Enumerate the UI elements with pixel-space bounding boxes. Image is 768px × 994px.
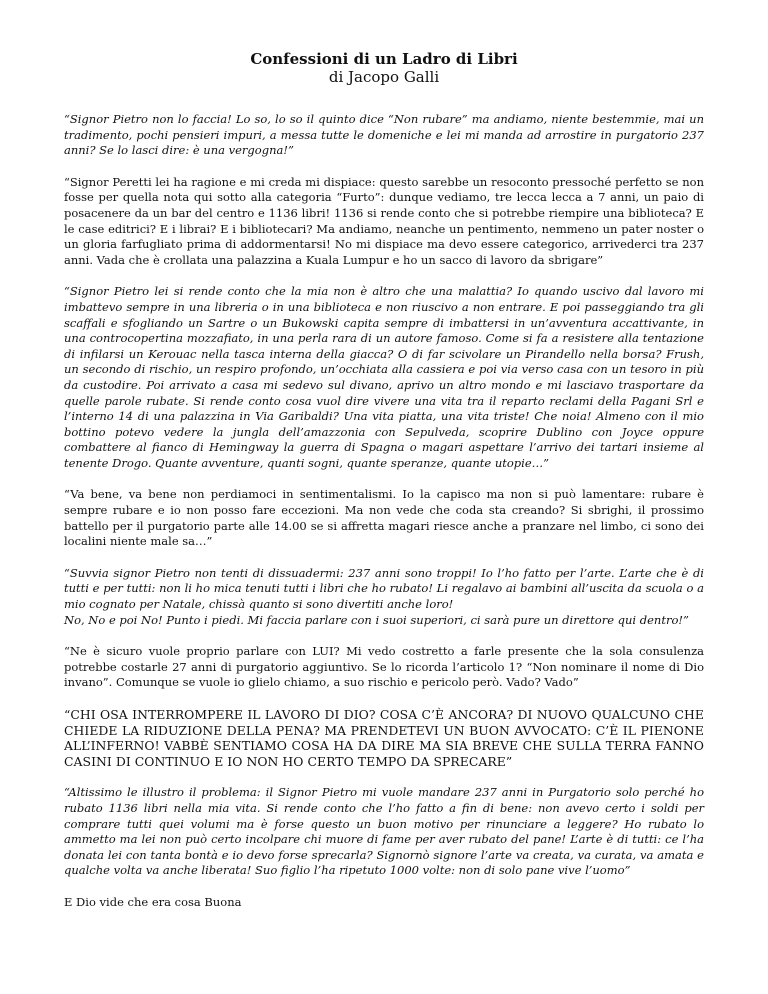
paragraph-2: “Signor Peretti lei ha ragione e mi creda mi dispiace: questo sarebbe un resoconto pressoché perfetto se non fosse per quella nota qui sotto alla categoria “Furto”: dunque vediamo, tre lecca lecca a 7 anni, un paio di posacenere da un bar del centro e 1136 libri! 1136 si rende conto che si potrebbe riempire una biblioteca? E le case editrici? E i librai? E i bibliotecari? Ma andiamo, neanche un pentimento, nemmeno un pater noster o un gloria farfugliato prima di addormentarsi! No mi dispiace ma devo essere categorico, arrivederci tra 237 anni. Vada che è crollata una palazzina a Kuala Lumpur e ho un sacco di lavoro da sbrigare” <box>64 174 704 267</box>
paragraph-5 <box>64 566 704 628</box>
paragraph-5-line-2: No, No e poi No! Punto i piedi. Mi faccia parlare con i suoi superiori, ci sarà pure un direttore qui dentro!” <box>64 612 689 627</box>
document-page <box>64 50 704 927</box>
paragraph-8: “Altissimo le illustro il problema: il Signor Pietro mi vuole mandare 237 anni in Purgatorio solo perché ho rubato 1136 libri nella mia vita. Si rende conto che l’ho fatto a fin di bene: non avevo certo i soldi per comprare tutti quei volumi ma è forse questo un buon motivo per rinunciare a leggere? Ho rubato lo ammetto ma lei non può certo incolpare chi muore di fame per aver rubato del pane! L’arte è di tutti: ce l’ha donata lei con tanta bontà e io devo forse sprecarla? Signornò signore l’arte va creata, va curata, va amata e qualche volta va anche liberata! Suo figlio l’ha ripetuto 1000 volte: non di solo pane vive l’uomo” <box>64 785 704 878</box>
paragraph-4: “Va bene, va bene non perdiamoci in sentimentalismi. Io la capisco ma non si può lamentare: rubare è sempre rubare e io non posso fare eccezioni. Ma non vede che coda sta creando? Si sbrighi, il prossimo battello per il purgatorio parte alle 14.00 se si affretta magari riesce anche a pranzare nel limbo, ci sono dei localini niente male sa…” <box>64 487 704 549</box>
paragraph-5-line-1: “Suvvia signor Pietro non tenti di dissuadermi: 237 anni sono troppi! Io l’ho fatto per l’arte. L’arte che è di tutti e per tutti: non li ho mica tenuti tutti i libri che ho rubato! Li regalavo ai bambini all’uscita da scuola o a mio cognato per Natale, chissà quanto si sono divertiti anche loro! <box>64 565 704 612</box>
document-author: di Jacopo Galli <box>328 68 440 86</box>
closing-line: E Dio vide che era cosa Buona <box>64 894 242 909</box>
paragraph-1: “Signor Pietro non lo faccia! Lo so, lo so il quinto dice “Non rubare” ma andiamo, niente bestemmie, mai un tradimento, pochi pensieri impuri, a messa tutte le domeniche e lei mi manda ad arrostire in purgatorio 237 anni? Se lo lasci dire: è una vergogna!” <box>64 112 704 158</box>
paragraph-3: “Signor Pietro lei si rende conto che la mia non è altro che una malattia? Io quando uscivo dal lavoro mi imbattevo sempre in una libreria o in una biblioteca e non riuscivo a non entrare. E poi passeggiando tra gli scaffali e sfogliando un Sartre o un Bukowski capita sempre di imbattersi in un’avventura accattivante, in una controcopertina mozzafiato, in una perla rara di un autore famoso. Come si fa a resistere alla tentazione di infilarsi un Kerouac nella tasca interna della giacca? O di far scivolare un Pirandello nella borsa? Frush, un secondo di rischio, un respiro profondo, un’occhiata alla cassiera e poi via verso casa con un tesoro in più da custodire. Poi arrivato a casa mi sedevo sul divano, aprivo un altro mondo e mi lasciavo trasportare da quelle parole rubate. Si rende conto cosa vuol dire vivere una vita tra il reparto reclami della Pagani Srl e l’interno 14 di una palazzina in Via Garibaldi? Una vita piatta, una vita triste! Che noia! Almeno con il mio bottino potevo vedere la jungla dell’amazzonia con Sepulveda, scoprire Dublino con Joyce oppure combattere al fianco di Hemingway la guerra di Spagna o magari aspettare l’arrivo dei tartari insieme al tenente Drogo. Quante avventure, quanti sogni, quante speranze, quante utopie…” <box>64 284 704 470</box>
paragraph-6: “Ne è sicuro vuole proprio parlare con LUI? Mi vedo costretto a farle presente che la sola consulenza potrebbe costarle 27 anni di purgatorio aggiuntivo. Se lo ricorda l’articolo 1? “Non nominare il nome di Dio invano”. Comunque se vuole io glielo chiamo, a suo rischio e pericolo però. Vado? Vado” <box>64 644 704 690</box>
paragraph-7-god-speech: “CHI OSA INTERROMPERE IL LAVORO DI DIO? COSA C’È ANCORA? DI NUOVO QUALCUNO CHE CHIEDE LA RIDUZIONE DELLA PENA? MA PRENDETEVI UN BUON AVVOCATO: C’È IL PIENONE ALL’INFERNO! VABBÈ SENTIAMO COSA HA DA DIRE MA SIA BREVE CHE SULLA TERRA FANNO CASINI DI CONTINUO E IO NON HO CERTO TEMPO DA SPRECARE” <box>64 707 704 769</box>
document-title: Confessioni di un Ladro di Libri <box>250 50 518 68</box>
